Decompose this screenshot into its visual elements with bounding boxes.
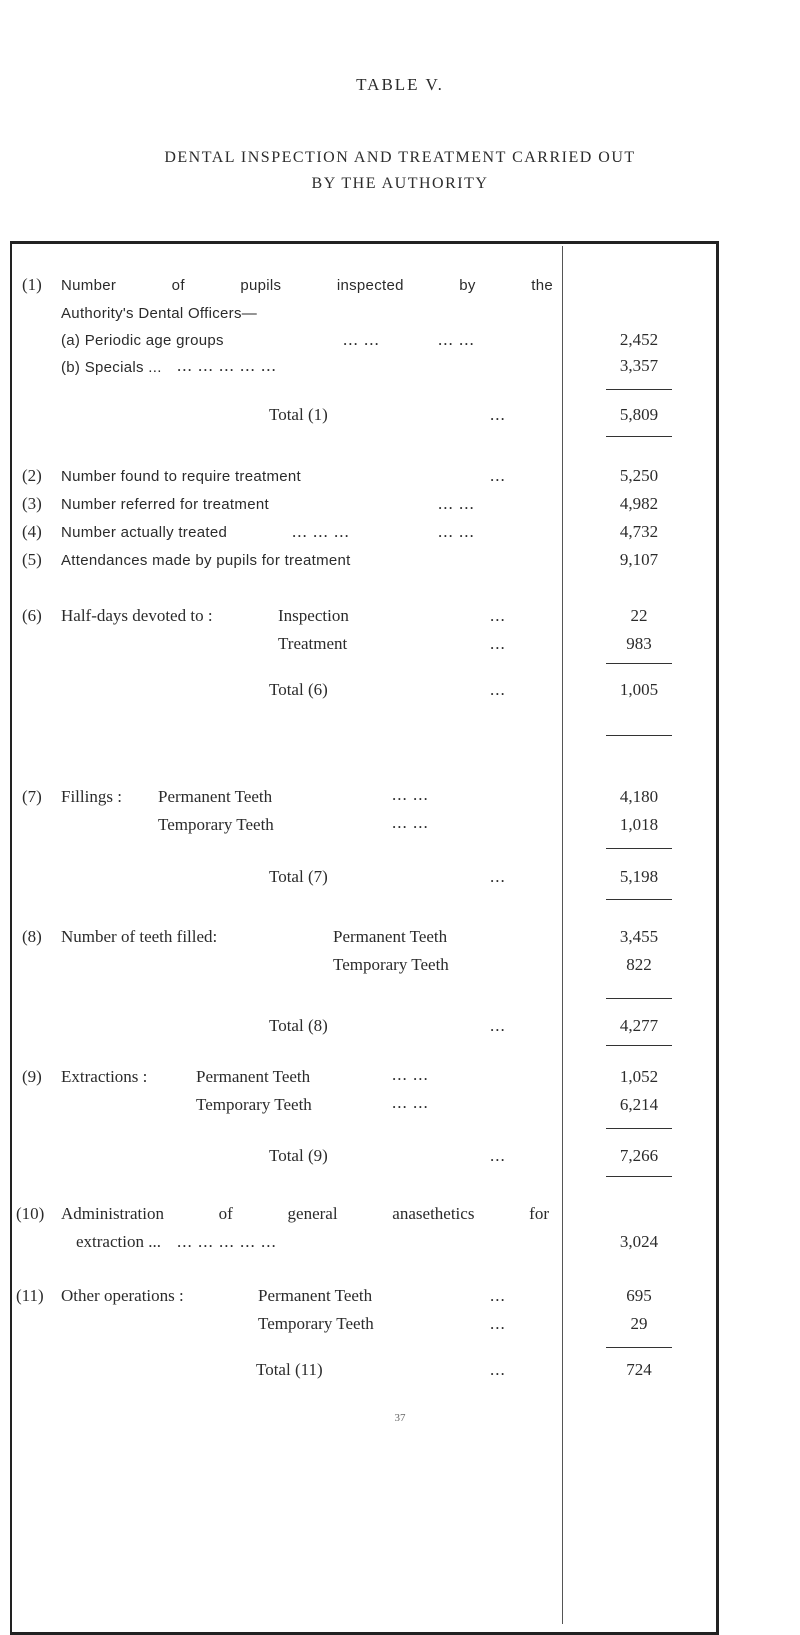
row-1a-value: 2,452 [619,329,659,349]
row-9-total-label: Total (9) [269,1146,328,1166]
row-4-leader: ... ... ... [292,521,350,541]
row-6-sub2-value: 983 [626,633,652,653]
row-6-sub1-label: Inspection [278,605,349,625]
row-9-total-leader: ... [490,1146,506,1166]
row-11-sub1-label: Permanent Teeth [258,1285,373,1305]
row-9-sub2-value: 6,214 [619,1094,659,1114]
row-9-sub1-value: 1,052 [619,1066,659,1086]
row-3-value: 4,982 [619,493,659,513]
row-6-total-rule [606,663,672,664]
row-1a-label: (a) Periodic age groups [61,331,224,349]
row-1-total-rule [606,389,672,390]
row-10-leader: ... ... ... ... ... [177,1232,277,1252]
row-9-number: (9) [22,1066,42,1086]
row-9-sub2-leader: ... ... [392,1092,429,1112]
row-9-label: Extractions : [61,1066,148,1086]
row-8-total-underline [606,1045,672,1046]
row-11-number: (11) [16,1285,44,1305]
row-4-number: (4) [22,521,42,541]
row-11-total-rule [606,1347,672,1348]
row-1b-value: 3,357 [619,356,659,376]
row-7-label: Fillings : [61,787,122,807]
row-9-sub2-label: Temporary Teeth [196,1094,312,1114]
row-5-value: 9,107 [619,549,659,569]
row-10-label-line1: Administration of general anasethetics for [61,1204,549,1224]
row-6-sub1-leader: ... [490,605,506,625]
row-8-sub2-value: 822 [626,955,652,975]
row-9-total-rule [606,1128,672,1129]
row-7-total-underline [606,899,672,900]
row-6-total-label: Total (6) [269,680,328,700]
row-8-sub1-value: 3,455 [619,927,659,947]
row-6-label: Half-days devoted to : [61,605,213,625]
row-9-total-value: 7,266 [619,1146,659,1166]
row-11-sub2-value: 29 [630,1313,648,1333]
row-7-sub1-value: 4,180 [619,787,659,807]
row-1-number: (1) [22,274,42,294]
table-title-line1: DENTAL INSPECTION AND TREATMENT CARRIED OUT [164,149,636,167]
row-8-total-rule [606,998,672,999]
row-6-sub1-value: 22 [630,605,648,625]
row-3-label: Number referred for treatment [61,496,269,514]
row-3-number: (3) [22,493,42,513]
row-7-sub2-leader: ... ... [392,813,429,833]
row-10-label-line2: extraction ... [76,1232,161,1252]
row-11-total-label: Total (11) [256,1360,323,1380]
row-8-label: Number of teeth filled: [61,927,218,947]
table-title-line2: BY THE AUTHORITY [311,174,489,192]
row-11-sub2-label: Temporary Teeth [258,1313,374,1333]
page-number: 37 [394,1411,406,1424]
row-11-sub1-leader: ... [490,1285,506,1305]
row-1-label-line1: Number of pupils inspected by the [61,277,553,295]
row-8-total-value: 4,277 [619,1015,659,1035]
row-11-label: Other operations : [61,1285,184,1305]
row-3-leader: ... ... [438,493,475,513]
row-2-leader: ... [490,465,506,485]
row-1-total-label: Total (1) [269,405,328,425]
row-6-number: (6) [22,605,42,625]
row-10-value: 3,024 [619,1232,659,1252]
row-8-number: (8) [22,927,42,947]
row-4-label: Number actually treated [61,524,228,542]
row-9-sub1-label: Permanent Teeth [196,1066,311,1086]
row-7-total-value: 5,198 [619,866,659,886]
row-8-total-leader: ... [490,1015,506,1035]
row-8-sub2-label: Temporary Teeth [333,955,449,975]
row-7-total-label: Total (7) [269,866,328,886]
row-11-sub2-leader: ... [490,1313,506,1333]
row-11-sub1-value: 695 [626,1285,652,1305]
row-2-label: Number found to require treatment [61,468,302,486]
row-6-sub2-leader: ... [490,633,506,653]
row-5-label: Attendances made by pupils for treatment [61,552,351,570]
row-7-sub1-leader: ... ... [392,785,429,805]
row-4-leader-2: ... ... [438,521,475,541]
row-7-total-leader: ... [490,866,506,886]
row-5-number: (5) [22,549,42,569]
row-1-total-value: 5,809 [619,405,659,425]
row-1b-label: (b) Specials ... [61,358,162,376]
row-11-total-leader: ... [490,1360,506,1380]
row-2-value: 5,250 [619,465,659,485]
row-1b-leader: ... ... ... ... ... [177,356,277,376]
row-6-total-leader: ... [490,680,506,700]
row-1a-leader-2: ... ... [438,329,475,349]
row-9-total-underline [606,1176,672,1177]
row-1-label-line2: Authority's Dental Officers— [61,305,258,323]
row-9-sub1-leader: ... ... [392,1064,429,1084]
row-8-total-label: Total (8) [269,1015,328,1035]
row-10-number: (10) [16,1204,45,1224]
row-11-total-value: 724 [626,1360,652,1380]
row-7-sub1-label: Permanent Teeth [158,787,273,807]
row-7-sub2-label: Temporary Teeth [158,815,274,835]
row-7-total-rule [606,848,672,849]
row-1-total-leader: ... [490,405,506,425]
row-8-sub1-label: Permanent Teeth [333,927,448,947]
row-7-sub2-value: 1,018 [619,815,659,835]
row-1a-leader: ... ... [343,329,380,349]
row-2-number: (2) [22,465,42,485]
row-6-total-value: 1,005 [619,680,659,700]
table-label: TABLE V. [356,74,444,94]
row-7-number: (7) [22,787,42,807]
row-6-sub2-label: Treatment [278,633,348,653]
row-4-value: 4,732 [619,521,659,541]
row-6-total-underline [606,735,672,736]
row-1-total-underline [606,436,672,437]
